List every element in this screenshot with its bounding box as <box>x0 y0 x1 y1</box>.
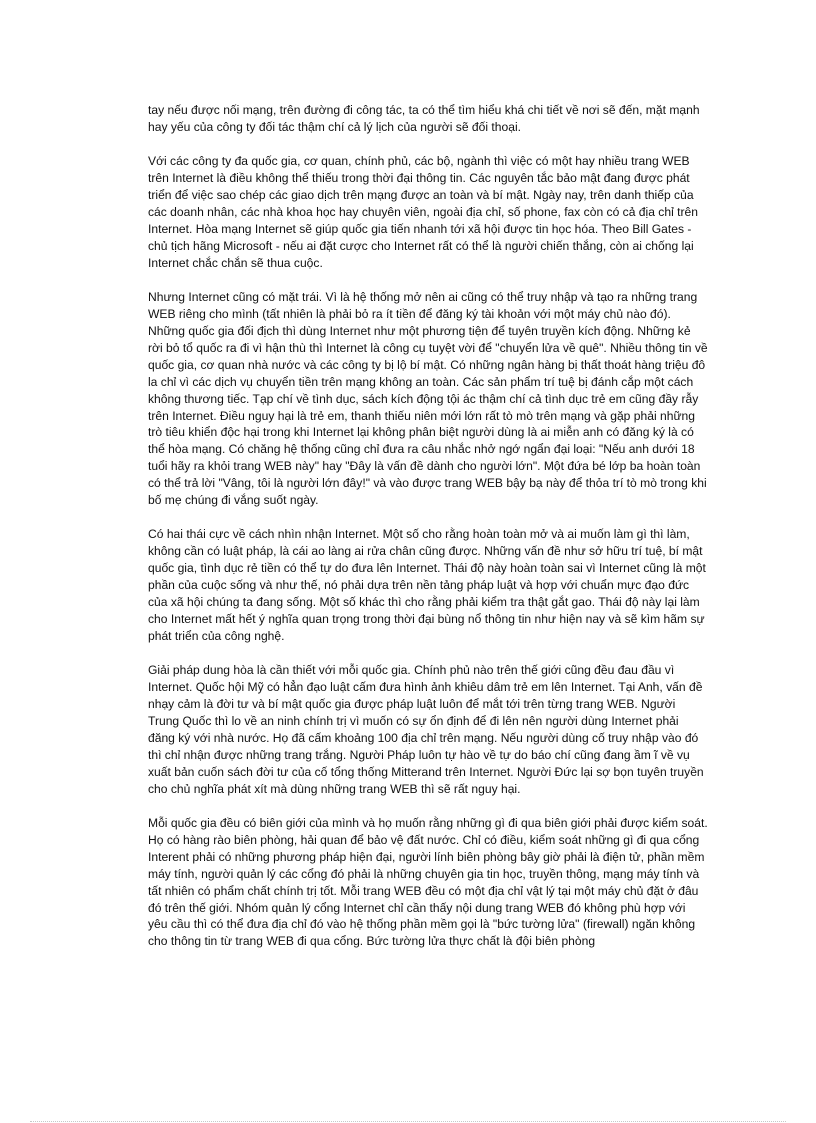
paragraph-3: Nhưng Internet cũng có mặt trái. Vì là hệ thống mở nên ai cũng có thể truy nhập và tạo ra những trang WEB riêng cho mình (tất nhiên là phải bỏ ra ít tiền để đăng ký tài khoản với một máy chủ nào đó). Những quốc gia đối địch thì dùng Internet như một phương tiện để tuyên truyền kích động. Những kẻ rời bỏ tổ quốc ra đi vì hận thù thì Internet là công cụ tuyệt vời để "chuyển lửa về quê". Nhiều thông tin về quốc gia, cơ quan nhà nước và các công ty bị lộ bí mật. Có những ngân hàng bị thất thoát hàng triệu đô la chỉ vì các dịch vụ chuyển tiền trên mạng không an toàn. Các sản phẩm trí tuệ bị đánh cắp một cách không thương tiếc. Tạp chí về tình dục, sách kích động tội ác thậm chí cả tình dục trẻ em cũng đầy rẫy trên Internet. Điều nguy hại là trẻ em, thanh thiếu niên mới lớn rất tò mò trên mạng và gặp phải những trò tiêu khiển độc hại trong khi Internet lại không phân biệt người dùng là ai miễn anh có đăng ký là có thể hòa mạng. Có chăng hệ thống cũng chỉ đưa ra câu nhắc nhở ngớ ngẩn đại loại: "Nếu anh dưới 18 tuổi hãy ra khỏi trang WEB này" hay "Đây là vấn đề dành cho người lớn". Một đứa bé lớp ba hoàn toàn có thể trả lời "Vâng, tôi là người lớn đây!" và vào được trang WEB bậy bạ này để thỏa trí tò mò trong khi bố mẹ chúng đi vắng suốt ngày. <box>148 290 708 508</box>
paragraph-6: Mỗi quốc gia đều có biên giới của mình và họ muốn rằng những gì đi qua biên giới phải được kiểm soát. Họ có hàng rào biên phòng, hải quan để bảo vệ đất nước. Chỉ có điều, kiểm soát những gì đi qua cổng Interent phải có những phương pháp hiện đại, người lính biên phòng bây giờ phải là điện tử, phần mềm máy tính, người quản lý các cổng đó phải là những chuyên gia tin học, truyền thông, mạng máy tính và tất nhiên có phẩm chất chính trị tốt. Mỗi trang WEB đều có một địa chỉ vật lý tại một máy chủ đặt ở đâu đó trên thế giới. Nhóm quản lý cổng Internet chỉ cần thấy nội dung trang WEB đó không phù hợp với yêu cầu thì có thể đưa địa chỉ đó vào hệ thống phần mềm gọi là "bức tường lửa" (firewall) ngăn không cho thông tin từ trang WEB đi qua cổng. Bức tường lửa thực chất là đội biên phòng <box>148 816 708 949</box>
page-bottom-border <box>30 1121 786 1122</box>
paragraph-5: Giải pháp dung hòa là cần thiết với mỗi quốc gia. Chính phủ nào trên thế giới cũng đều đau đầu vì Internet. Quốc hội Mỹ có hẳn đạo luật cấm đưa hình ảnh khiêu dâm trẻ em lên Internet. Tại Anh, vấn đề nhạy cảm là đời tư và bí mật quốc gia được pháp luật luôn để mắt tới trên từng trang WEB. Người Trung Quốc thì lo về an ninh chính trị vì muốn có sự ổn định để đi lên nên người dùng Internet phải đăng ký với nhà nước. Họ đã cấm khoảng 100 địa chỉ trên mạng. Nếu người dùng cố truy nhập vào đó thì chỉ nhận được những trang trắng. Người Pháp luôn tự hào về tự do báo chí cũng đang ầm ĩ về vụ xuất bản cuốn sách đời tư của cố tổng thống Mitterand trên Internet. Người Đức lại sợ bọn tuyên truyền cho chủ nghĩa phát xít mà dùng những trang WEB thì sẽ rất nguy hại. <box>148 663 704 796</box>
paragraph-4: Có hai thái cực về cách nhìn nhận Internet. Một số cho rằng hoàn toàn mở và ai muốn làm gì thì làm, không cần có luật pháp, là cái ao làng ai rửa chân cũng được. Những vấn đề như sở hữu trí tuệ, bí mật quốc gia, tình dục rẻ tiền có thể tự do đưa lên Internet. Thái độ này hoàn toàn sai vì Internet cũng là một phần của cuộc sống và như thế, nó phải dựa trên nền tảng pháp luật và hợp với chuẩn mực đạo đức của xã hội chúng ta đang sống. Một số khác thì cho rằng phải kiểm tra thật gắt gao. Thái độ này lại làm cho Internet mất hết ý nghĩa quan trọng trong thời đại bùng nổ thông tin như hiện nay và sẽ kìm hãm sự phát triển của công nghệ. <box>148 527 706 643</box>
paragraph-2: Với các công ty đa quốc gia, cơ quan, chính phủ, các bộ, ngành thì việc có một hay nhiều trang WEB trên Internet là điều không thể thiếu trong thời đại thông tin. Các nguyên tắc bảo mật đang được phát triển để việc sao chép các giao dịch trên mạng được an toàn và bí mật. Ngày nay, trên danh thiếp của các doanh nhân, các nhà khoa học hay chuyên viên, ngoài địa chỉ, số phone, fax còn có cả địa chỉ trên Internet. Hòa mạng Internet sẽ giúp quốc gia tiến nhanh tới xã hội được tin học hóa. Theo Bill Gates - chủ tịch hãng Microsoft - nếu ai đặt cược cho Internet rất có thể là người chiến thắng, còn ai chống lại Internet chắc chắn sẽ thua cuộc. <box>148 154 698 270</box>
document-body <box>148 102 708 950</box>
paragraph-1: tay nếu được nối mạng, trên đường đi công tác, ta có thể tìm hiểu khá chi tiết về nơi sẽ đến, mặt mạnh hay yếu của công ty đối tác thậm chí cả lý lịch của người sẽ đối thoại. <box>148 103 700 134</box>
